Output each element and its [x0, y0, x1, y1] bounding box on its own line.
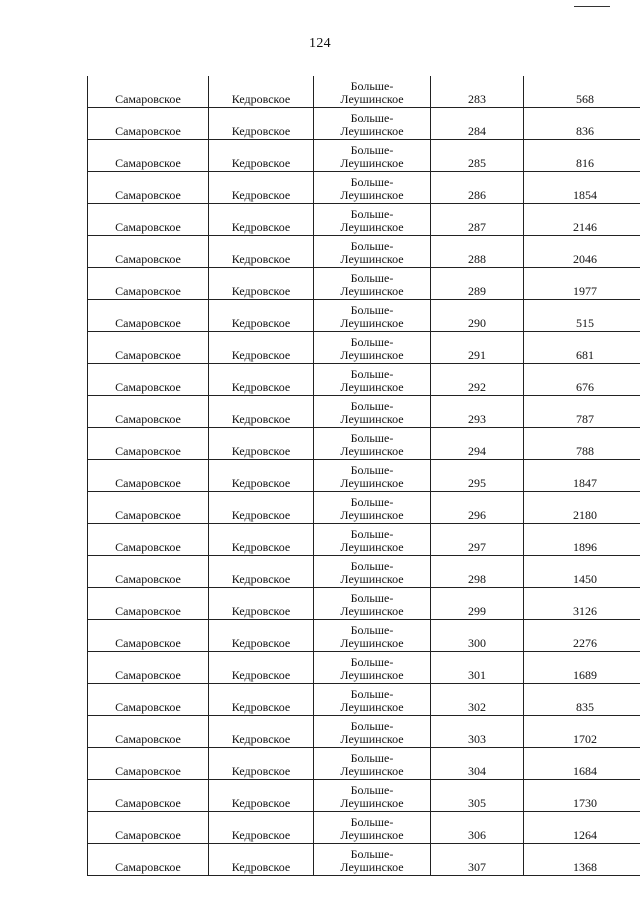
table-row	[88, 716, 640, 748]
quarter-number-cell: 303	[431, 716, 524, 748]
quarter-number-cell: 292	[431, 364, 524, 396]
region-cell: Самаровское	[88, 172, 209, 204]
forest-name-line2: Леушинское	[340, 156, 404, 170]
table-row	[88, 204, 640, 236]
unit-cell: Кедровское	[209, 556, 314, 588]
region-cell: Самаровское	[88, 620, 209, 652]
table-row	[88, 76, 640, 108]
forest-name-line2: Леушинское	[340, 220, 404, 234]
forest-cell	[314, 204, 431, 236]
table-row	[88, 108, 640, 140]
area-value-cell: 1684	[524, 748, 640, 780]
unit-cell: Кедровское	[209, 300, 314, 332]
table-row	[88, 428, 640, 460]
unit-cell: Кедровское	[209, 396, 314, 428]
quarter-number-cell: 288	[431, 236, 524, 268]
forest-name-line2: Леушинское	[340, 252, 404, 266]
forest-cell	[314, 524, 431, 556]
forest-cell	[314, 460, 431, 492]
unit-cell: Кедровское	[209, 364, 314, 396]
table-row	[88, 684, 640, 716]
forest-cell	[314, 236, 431, 268]
unit-cell: Кедровское	[209, 172, 314, 204]
forest-name-line2: Леушинское	[340, 828, 404, 842]
forest-name-line2: Леушинское	[340, 540, 404, 554]
area-value-cell: 2180	[524, 492, 640, 524]
quarter-number-cell: 289	[431, 268, 524, 300]
forest-name-line2: Леушинское	[340, 764, 404, 778]
area-value-cell: 836	[524, 108, 640, 140]
unit-cell: Кедровское	[209, 620, 314, 652]
table-row	[88, 396, 640, 428]
forest-cell	[314, 652, 431, 684]
forest-name-line2: Леушинское	[340, 508, 404, 522]
forest-name-line1: Больше-	[350, 719, 394, 733]
table-row	[88, 524, 640, 556]
unit-cell: Кедровское	[209, 524, 314, 556]
region-cell: Самаровское	[88, 428, 209, 460]
table-row	[88, 172, 640, 204]
unit-cell: Кедровское	[209, 108, 314, 140]
region-cell: Самаровское	[88, 364, 209, 396]
forest-name-line1: Больше-	[350, 335, 394, 349]
forest-cell	[314, 716, 431, 748]
region-cell: Самаровское	[88, 108, 209, 140]
unit-cell: Кедровское	[209, 204, 314, 236]
forest-name-line2: Леушинское	[340, 700, 404, 714]
region-cell: Самаровское	[88, 812, 209, 844]
region-cell: Самаровское	[88, 748, 209, 780]
quarter-number-cell: 300	[431, 620, 524, 652]
quarter-number-cell: 299	[431, 588, 524, 620]
unit-cell: Кедровское	[209, 652, 314, 684]
region-cell: Самаровское	[88, 524, 209, 556]
forest-name-line2: Леушинское	[340, 380, 404, 394]
forest-cell	[314, 620, 431, 652]
quarter-number-cell: 294	[431, 428, 524, 460]
quarter-number-cell: 305	[431, 780, 524, 812]
quarter-number-cell: 295	[431, 460, 524, 492]
forest-name-line2: Леушинское	[340, 92, 404, 106]
area-value-cell: 1702	[524, 716, 640, 748]
forest-name-line1: Больше-	[350, 559, 394, 573]
region-cell: Самаровское	[88, 684, 209, 716]
quarter-number-cell: 293	[431, 396, 524, 428]
area-value-cell: 2046	[524, 236, 640, 268]
unit-cell: Кедровское	[209, 588, 314, 620]
region-cell: Самаровское	[88, 204, 209, 236]
region-cell: Самаровское	[88, 716, 209, 748]
region-cell: Самаровское	[88, 652, 209, 684]
area-value-cell: 1896	[524, 524, 640, 556]
forest-cell	[314, 844, 431, 876]
area-value-cell: 1450	[524, 556, 640, 588]
area-value-cell: 1847	[524, 460, 640, 492]
forest-cell	[314, 76, 431, 108]
forest-name-line1: Больше-	[350, 463, 394, 477]
quarter-number-cell: 290	[431, 300, 524, 332]
region-cell: Самаровское	[88, 556, 209, 588]
table-row	[88, 620, 640, 652]
quarter-number-cell: 285	[431, 140, 524, 172]
quarter-number-cell: 298	[431, 556, 524, 588]
region-cell: Самаровское	[88, 844, 209, 876]
area-value-cell: 1854	[524, 172, 640, 204]
quarter-number-cell: 286	[431, 172, 524, 204]
unit-cell: Кедровское	[209, 428, 314, 460]
forest-name-line1: Больше-	[350, 207, 394, 221]
area-value-cell: 676	[524, 364, 640, 396]
quarter-number-cell: 296	[431, 492, 524, 524]
forest-name-line1: Больше-	[350, 431, 394, 445]
quarter-number-cell: 304	[431, 748, 524, 780]
quarter-number-cell: 287	[431, 204, 524, 236]
forest-name-line2: Леушинское	[340, 284, 404, 298]
forest-name-line1: Больше-	[350, 623, 394, 637]
unit-cell: Кедровское	[209, 780, 314, 812]
forest-quarters-table	[87, 76, 640, 876]
forest-name-line1: Больше-	[350, 783, 394, 797]
area-value-cell: 1368	[524, 844, 640, 876]
forest-name-line2: Леушинское	[340, 796, 404, 810]
forest-name-line1: Больше-	[350, 303, 394, 317]
area-value-cell: 1977	[524, 268, 640, 300]
forest-cell	[314, 684, 431, 716]
forest-name-line2: Леушинское	[340, 124, 404, 138]
table-row	[88, 812, 640, 844]
quarter-number-cell: 297	[431, 524, 524, 556]
forest-name-line1: Больше-	[350, 367, 394, 381]
table-row	[88, 556, 640, 588]
forest-cell	[314, 140, 431, 172]
area-value-cell: 2276	[524, 620, 640, 652]
forest-name-line2: Леушинское	[340, 668, 404, 682]
area-value-cell: 835	[524, 684, 640, 716]
forest-name-line1: Больше-	[350, 591, 394, 605]
forest-cell	[314, 556, 431, 588]
area-value-cell: 568	[524, 76, 640, 108]
forest-name-line1: Больше-	[350, 111, 394, 125]
forest-name-line1: Больше-	[350, 143, 394, 157]
table-row	[88, 332, 640, 364]
unit-cell: Кедровское	[209, 332, 314, 364]
unit-cell: Кедровское	[209, 812, 314, 844]
forest-name-line1: Больше-	[350, 527, 394, 541]
quarter-number-cell: 307	[431, 844, 524, 876]
forest-name-line2: Леушинское	[340, 860, 404, 874]
table-body	[88, 76, 640, 876]
area-value-cell: 1730	[524, 780, 640, 812]
area-value-cell: 1689	[524, 652, 640, 684]
region-cell: Самаровское	[88, 780, 209, 812]
region-cell: Самаровское	[88, 332, 209, 364]
region-cell: Самаровское	[88, 460, 209, 492]
forest-cell	[314, 108, 431, 140]
table-row	[88, 588, 640, 620]
forest-name-line1: Больше-	[350, 79, 394, 93]
forest-name-line2: Леушинское	[340, 636, 404, 650]
forest-cell	[314, 812, 431, 844]
forest-name-line2: Леушинское	[340, 604, 404, 618]
quarter-number-cell: 301	[431, 652, 524, 684]
area-value-cell: 816	[524, 140, 640, 172]
area-value-cell: 2146	[524, 204, 640, 236]
unit-cell: Кедровское	[209, 76, 314, 108]
forest-cell	[314, 300, 431, 332]
forest-name-line1: Больше-	[350, 271, 394, 285]
unit-cell: Кедровское	[209, 844, 314, 876]
page-number: 124	[309, 36, 331, 51]
table-row	[88, 140, 640, 172]
region-cell: Самаровское	[88, 588, 209, 620]
forest-cell	[314, 268, 431, 300]
quarter-number-cell: 291	[431, 332, 524, 364]
forest-cell	[314, 332, 431, 364]
forest-name-line2: Леушинское	[340, 188, 404, 202]
forest-name-line2: Леушинское	[340, 572, 404, 586]
forest-name-line1: Больше-	[350, 239, 394, 253]
unit-cell: Кедровское	[209, 140, 314, 172]
region-cell: Самаровское	[88, 140, 209, 172]
quarter-number-cell: 306	[431, 812, 524, 844]
scan-corner-mark	[574, 6, 610, 7]
table-row	[88, 652, 640, 684]
forest-cell	[314, 492, 431, 524]
region-cell: Самаровское	[88, 268, 209, 300]
region-cell: Самаровское	[88, 492, 209, 524]
table-row	[88, 268, 640, 300]
table-row	[88, 460, 640, 492]
forest-name-line2: Леушинское	[340, 316, 404, 330]
forest-cell	[314, 428, 431, 460]
forest-name-line1: Больше-	[350, 687, 394, 701]
forest-cell	[314, 364, 431, 396]
forest-name-line1: Больше-	[350, 495, 394, 509]
forest-name-line1: Больше-	[350, 399, 394, 413]
unit-cell: Кедровское	[209, 492, 314, 524]
forest-name-line1: Больше-	[350, 815, 394, 829]
forest-cell	[314, 780, 431, 812]
unit-cell: Кедровское	[209, 748, 314, 780]
region-cell: Самаровское	[88, 300, 209, 332]
table-row	[88, 844, 640, 876]
table-row	[88, 236, 640, 268]
forest-cell	[314, 748, 431, 780]
forest-name-line1: Больше-	[350, 847, 394, 861]
forest-name-line1: Больше-	[350, 175, 394, 189]
region-cell: Самаровское	[88, 76, 209, 108]
table-row	[88, 300, 640, 332]
unit-cell: Кедровское	[209, 268, 314, 300]
forest-cell	[314, 172, 431, 204]
unit-cell: Кедровское	[209, 460, 314, 492]
table-row	[88, 492, 640, 524]
area-value-cell: 3126	[524, 588, 640, 620]
table-row	[88, 748, 640, 780]
forest-name-line2: Леушинское	[340, 348, 404, 362]
forest-cell	[314, 588, 431, 620]
region-cell: Самаровское	[88, 236, 209, 268]
table-row	[88, 780, 640, 812]
forest-name-line2: Леушинское	[340, 412, 404, 426]
area-value-cell: 1264	[524, 812, 640, 844]
forest-cell	[314, 396, 431, 428]
quarter-number-cell: 302	[431, 684, 524, 716]
unit-cell: Кедровское	[209, 236, 314, 268]
table-row	[88, 364, 640, 396]
unit-cell: Кедровское	[209, 716, 314, 748]
forest-name-line2: Леушинское	[340, 476, 404, 490]
quarter-number-cell: 284	[431, 108, 524, 140]
forest-name-line2: Леушинское	[340, 444, 404, 458]
forest-name-line1: Больше-	[350, 655, 394, 669]
forest-name-line1: Больше-	[350, 751, 394, 765]
area-value-cell: 787	[524, 396, 640, 428]
area-value-cell: 515	[524, 300, 640, 332]
quarter-number-cell: 283	[431, 76, 524, 108]
forest-name-line2: Леушинское	[340, 732, 404, 746]
area-value-cell: 681	[524, 332, 640, 364]
unit-cell: Кедровское	[209, 684, 314, 716]
area-value-cell: 788	[524, 428, 640, 460]
region-cell: Самаровское	[88, 396, 209, 428]
